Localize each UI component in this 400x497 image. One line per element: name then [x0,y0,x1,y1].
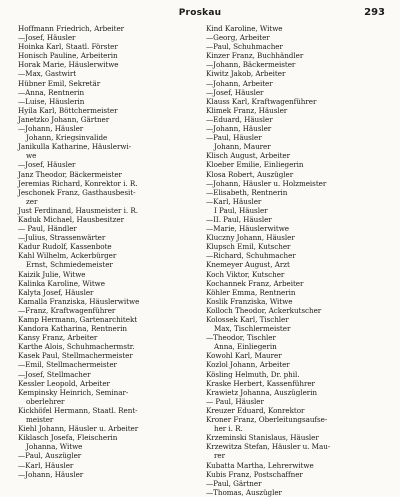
directory-entry: Koslik Franziska, Witwe [206,296,293,306]
directory-entry: Kalyta Josef, Häusler [18,287,94,297]
directory-entry: Kind Karoline, Witwe [206,24,283,33]
directory-entry: Karthe Alois, Schuhmachermstr. [18,342,135,352]
directory-entry: Kandora Katharina, Rentnerin [18,324,127,334]
directory-entry: —Paul, Häusler [206,133,262,143]
directory-entry: Kickhöfel Hermann, Staatl. Rent- [18,405,138,415]
directory-columns [18,24,396,497]
directory-entry: —Richard, Schuhmacher [206,251,296,261]
directory-entry: — Paul, Händler [18,224,77,234]
directory-entry: Kubis Franz, Postschaffner [206,469,303,479]
directory-entry: —Johann, Häusler u. Holzmeister [206,178,327,188]
directory-entry: —Josef, Stellmacher [18,369,91,379]
directory-entry: —Karl, Häusler [206,196,262,206]
directory-entry: —Julius, Strassenwärter [18,233,106,243]
directory-entry: —Karl, Häusler [18,460,74,470]
directory-entry: Hübner Emil, Sekretär [18,78,101,88]
page-number: 293 [364,7,385,18]
directory-entry: —II. Paul, Häusler [206,214,272,224]
directory-entry: —Franz, Kraftwagenführer [18,305,116,315]
directory-entry: Kraske Herbert, Kassenführer [206,378,315,388]
directory-entry: —Emil, Stellmachermeister [18,360,117,370]
directory-entry: Just Ferdinand, Hausmeister i. R. [18,205,138,215]
directory-entry: —Johann, Häusler [18,124,84,134]
directory-entry: Kaduk Michael, Hausbesitzer [18,214,124,224]
directory-entry: Kiehl Johann, Häusler u. Arbeiter [18,424,139,434]
directory-entry: —Anna, Rentnerin [18,87,85,97]
directory-entry: Honisch Pauline, Arbeiterin [18,51,118,61]
directory-entry: Johanna, Witwe [26,442,83,452]
directory-entry: —Johann, Häusler [18,469,84,479]
directory-entry: Anna, Einliegerin [214,342,277,352]
directory-entry: Janz Theodor, Bäckermeister [18,169,122,179]
directory-entry: Kolloch Theodor, Ackerkutscher [206,305,322,315]
left-column [18,24,193,490]
directory-entry: —Paul, Gärtner [206,478,262,488]
directory-entry: Kinzer Franz, Buchhändler [206,51,304,61]
directory-entry: Kasek Paul, Stellmachermeister [18,351,133,361]
directory-entry: her i. R. [214,424,243,434]
directory-entry: Knemeyer August, Arzt [206,260,290,270]
directory-entry: we [26,151,37,161]
directory-entry: —Luise, Häuslerin [18,96,85,106]
directory-entry: Kroner Franz, Oberleitungsaufse- [206,415,328,425]
directory-entry: Jeremias Richard, Konrektor i. R. [18,178,138,188]
directory-entry: —Josef, Häusler [18,33,76,43]
directory-entry: —Johann, Arbeiter [206,78,273,88]
directory-entry: Kamalla Franziska, Häuslerwitwe [18,296,140,306]
directory-entry: Kaizik Julie, Witwe [18,269,86,279]
directory-entry: Kiwitz Jakob, Arbeiter [206,69,286,79]
directory-entry: oberlehrer [26,396,65,406]
directory-entry: Krzeminski Stanislaus, Häusler [206,433,319,443]
directory-entry: Kolossek Karl, Tischler [206,315,289,324]
directory-entry: —Elisabeth, Rentnerin [206,187,288,197]
directory-entry: Janetzko Johann, Gärtner [18,114,110,124]
directory-entry: Klupsch Emil, Kutscher [206,242,291,252]
directory-entry: Kluczny Johann, Häusler [206,233,295,243]
directory-entry: Klimek Franz, Häusler [206,105,288,115]
directory-entry: Krawietz Johanna, Auszüglerin [206,387,317,397]
directory-entry: —Theodor, Tischler [206,333,276,343]
directory-entry: —Georg, Arbeiter [206,33,270,43]
directory-entry: Kowohl Karl, Maurer [206,351,282,361]
directory-entry: Krzewitza Stefan, Häusler u. Mau- [206,442,331,452]
directory-entry: Max, Tischlermeister [214,324,291,334]
directory-entry: Kloeber Emilie, Einliegerin [206,160,304,170]
directory-entry: Johann, Kriegsinvalide [26,133,108,143]
directory-entry: Horak Marie, Häuslerwitwe [18,60,119,70]
directory-entry: —Max, Gastwirt [18,69,77,79]
directory-entry: Kubatta Martha, Lehrerwitwe [206,460,314,470]
directory-entry: —Eduard, Häusler [206,114,273,124]
directory-entry: —Paul, Schuhmacher [206,42,283,52]
directory-entry: Hyila Karl, Böttchermeister [18,105,118,115]
directory-entry: Kamp Hermann, Gartenarchitekt [18,315,138,324]
directory-entry: Kempinsky Heinrich, Seminar- [18,387,129,397]
directory-entry: Kahl Wilhelm, Ackerbürger [18,251,117,261]
directory-entry: Kessler Leopold, Arbeiter [18,378,110,388]
directory-entry: rer [214,451,225,461]
directory-entry: Johann, Maurer [214,142,271,152]
directory-entry: meister [26,415,54,425]
directory-entry: Köhler Emma, Rentnerin [206,287,296,297]
directory-entry: —Johann, Bäckermeister [206,60,296,70]
directory-entry: —Josef, Häusler [18,160,76,170]
directory-entry: Koch Viktor, Kutscher [206,269,285,279]
directory-entry: Kösling Helmuth, Dr. phil. [206,369,300,379]
page-title: Proskau [178,8,222,18]
directory-entry: Jeschonek Franz, Gasthausbesit- [18,187,136,197]
directory-entry: Hoinka Karl, Staatl. Förster [18,42,118,52]
directory-entry: —Paul, Auszügler [18,451,82,461]
directory-entry: —Johann, Häusler [206,124,272,134]
directory-entry: Kansy Franz, Arbeiter [18,333,98,343]
directory-entry: Kadur Rudolf, Kassenbote [18,242,112,252]
directory-entry: Hoffmann Friedrich, Arbeiter [18,24,125,33]
directory-entry: —Marie, Häuslerwitwe [206,224,289,234]
directory-entry: Kreuzer Eduard, Konrektor [206,405,305,415]
directory-entry: zer [26,196,38,206]
directory-entry: I Paul, Häusler [214,205,268,215]
directory-entry: — Paul, Häusler [206,396,264,406]
directory-entry: Kiklasch Josefa, Fleischerin [18,433,118,443]
directory-entry: Klisch August, Arbeiter [206,151,290,161]
page-header [0,2,400,24]
directory-entry: Klauss Karl, Kraftwagenführer [206,96,317,106]
directory-entry: Klosa Robert, Auszügler [206,169,294,179]
directory-entry: Kalinka Karoline, Witwe [18,278,105,288]
directory-entry: Ernst, Schmiedemeister [26,260,113,270]
directory-entry: —Thomas, Auszügler [206,487,282,497]
right-column [206,24,386,497]
directory-entry: Kozlol Johann, Arbeiter [206,360,290,370]
directory-entry: —Josef, Häusler [206,87,264,97]
directory-entry: Kochannek Franz, Arbeiter [206,278,304,288]
directory-entry: Janikulla Katharine, Häuslerwi- [18,142,132,152]
